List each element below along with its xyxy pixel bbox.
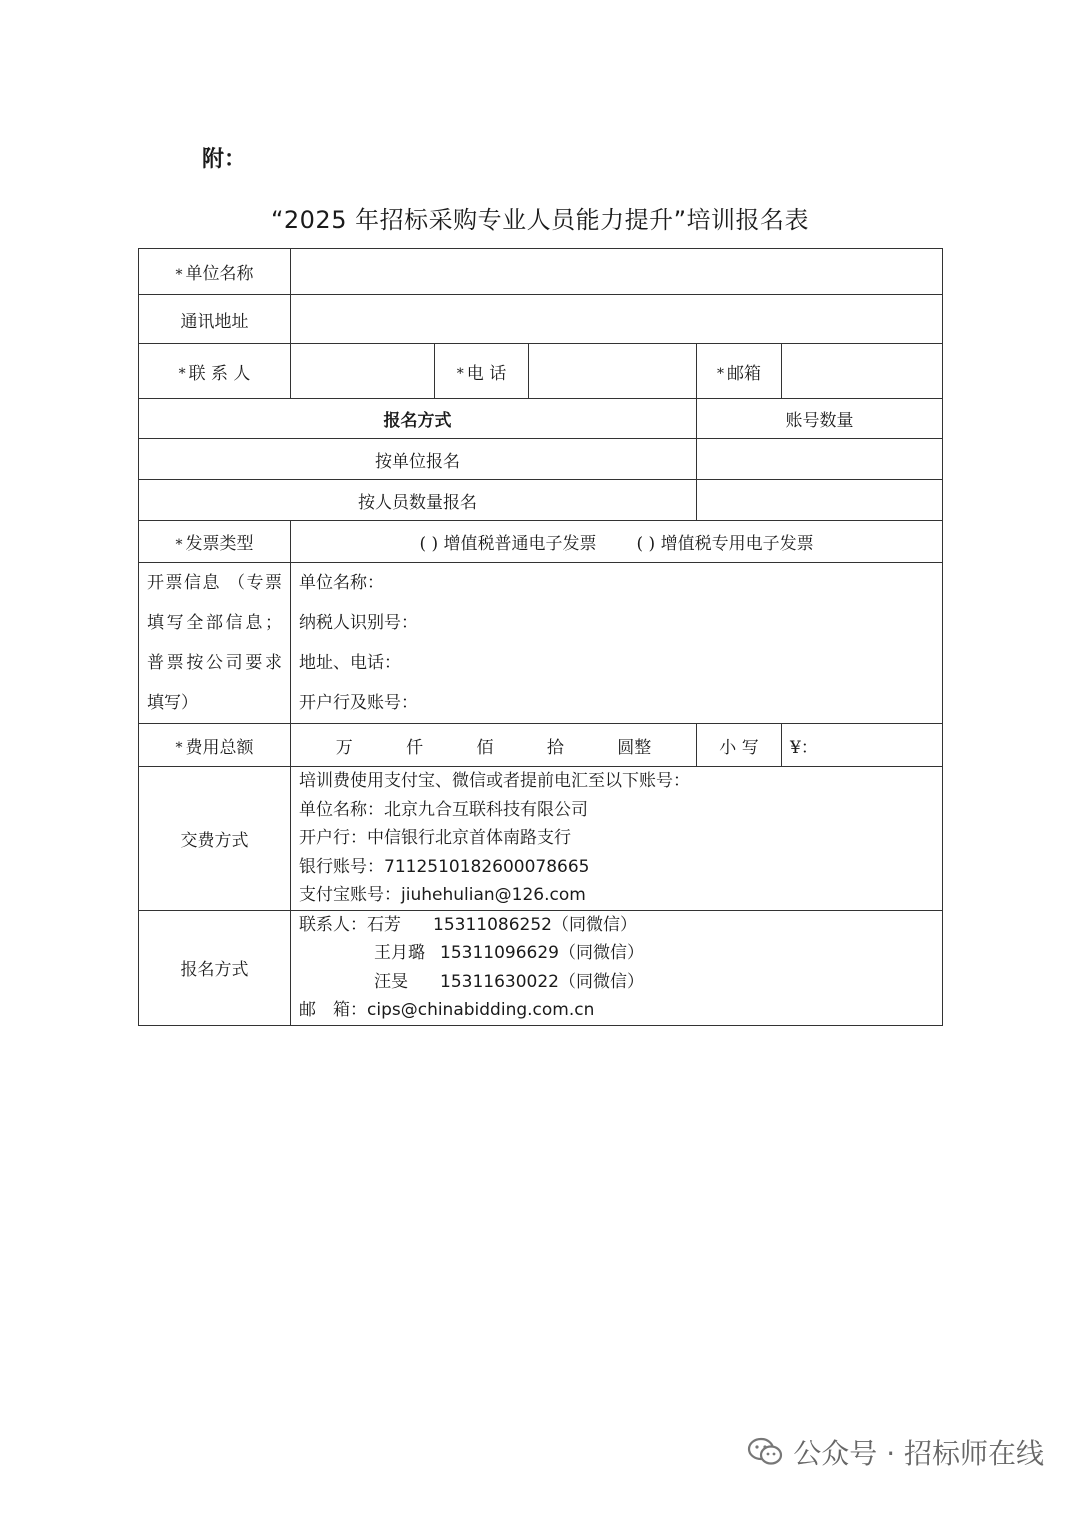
invoice-info-row xyxy=(139,563,943,724)
contact-line-2: 王月璐 15311096629（同微信） xyxy=(374,943,644,963)
payment-unit-name: 单位名称：北京九合互联科技有限公司 xyxy=(299,799,588,820)
address-label: 通讯地址 xyxy=(139,295,291,344)
email-label: * 邮箱 xyxy=(697,344,782,399)
registration-form-table xyxy=(138,248,943,1026)
contact-label: * 联 系 人 xyxy=(139,344,291,399)
fee-label: * 费用总额 xyxy=(139,724,291,767)
fee-unit-bai: 佰 xyxy=(476,737,494,758)
fee-unit-shi: 拾 xyxy=(546,737,564,758)
signup-label: 报名方式 xyxy=(139,910,291,1025)
invoice-type-label: * 发票类型 xyxy=(139,521,291,563)
by-unit-label: 按单位报名 xyxy=(139,439,697,480)
invoice-info-fields[interactable] xyxy=(291,563,943,724)
fee-unit-yuan: 圆整 xyxy=(617,737,652,758)
signup-row xyxy=(139,910,943,1025)
payment-intro: 培训费使用支付宝、微信或者提前电汇至以下账号： xyxy=(299,771,690,791)
form-title: “2025 年招标采购专业人员能力提升”培训报名表 xyxy=(270,206,810,234)
invoice-unit-name: 单位名称： xyxy=(299,573,384,593)
by-unit-count-cell[interactable] xyxy=(697,439,943,480)
by-people-label: 按人员数量报名 xyxy=(139,480,697,521)
registration-header-row xyxy=(139,399,943,439)
phone-label: * 电 话 xyxy=(435,344,529,399)
wechat-icon xyxy=(747,1437,783,1467)
fee-uppercase-cell[interactable] xyxy=(291,724,697,767)
attachment-label: 附： xyxy=(202,147,247,172)
payment-row xyxy=(139,767,943,911)
invoice-type-row xyxy=(139,521,943,563)
invoice-info-label: 开票信息 （专票填写全部信息；普票按公司要求填写） xyxy=(139,563,291,724)
by-unit-row xyxy=(139,439,943,480)
by-people-count-cell[interactable] xyxy=(697,480,943,521)
contact-input-cell[interactable] xyxy=(291,344,435,399)
payment-alipay: 支付宝账号：jiuhehulian@126.com xyxy=(299,885,586,905)
address-row xyxy=(139,295,943,344)
fee-lowercase-cell[interactable]: ¥： xyxy=(782,724,943,767)
signup-details xyxy=(291,910,943,1025)
invoice-taxpayer-id: 纳税人识别号： xyxy=(299,613,418,633)
fee-unit-qian: 仟 xyxy=(406,737,424,758)
email-input-cell[interactable] xyxy=(782,344,943,399)
unit-name-row xyxy=(139,249,943,295)
address-input-cell[interactable] xyxy=(291,295,943,344)
account-count-header: 账号数量 xyxy=(697,399,943,439)
phone-input-cell[interactable] xyxy=(529,344,697,399)
contact-line-3: 汪旻 15311630022（同微信） xyxy=(374,971,644,992)
unit-name-input-cell[interactable] xyxy=(291,249,943,295)
invoice-bank-account: 开户行及账号： xyxy=(299,693,418,713)
invoice-option-special[interactable]: ( ) 增值税专用电子发票 xyxy=(636,534,814,554)
registration-method-header: 报名方式 xyxy=(139,399,697,439)
fee-unit-wan: 万 xyxy=(335,737,353,758)
payment-details xyxy=(291,767,943,911)
payment-label: 交费方式 xyxy=(139,767,291,911)
fee-row xyxy=(139,724,943,767)
invoice-option-general[interactable]: ( ) 增值税普通电子发票 xyxy=(419,534,597,554)
payment-bank: 开户行：中信银行北京首体南路支行 xyxy=(299,828,571,848)
signup-email: 邮 箱：cips@chinabidding.com.cn xyxy=(299,1000,595,1020)
payment-account: 银行账号：7112510182600078665 xyxy=(299,856,590,877)
invoice-options xyxy=(291,521,943,563)
by-people-row xyxy=(139,480,943,521)
invoice-address-phone: 地址、电话： xyxy=(299,653,401,673)
wechat-watermark xyxy=(747,1432,1044,1472)
contact-line-1: 联系人：石芳 15311086252（同微信） xyxy=(299,914,637,935)
fee-lowercase-label: 小 写 xyxy=(697,724,782,767)
unit-name-label: * 单位名称 xyxy=(139,249,291,295)
contact-row xyxy=(139,344,943,399)
watermark-text: 公众号 · 招标师在线 xyxy=(793,1437,1044,1470)
